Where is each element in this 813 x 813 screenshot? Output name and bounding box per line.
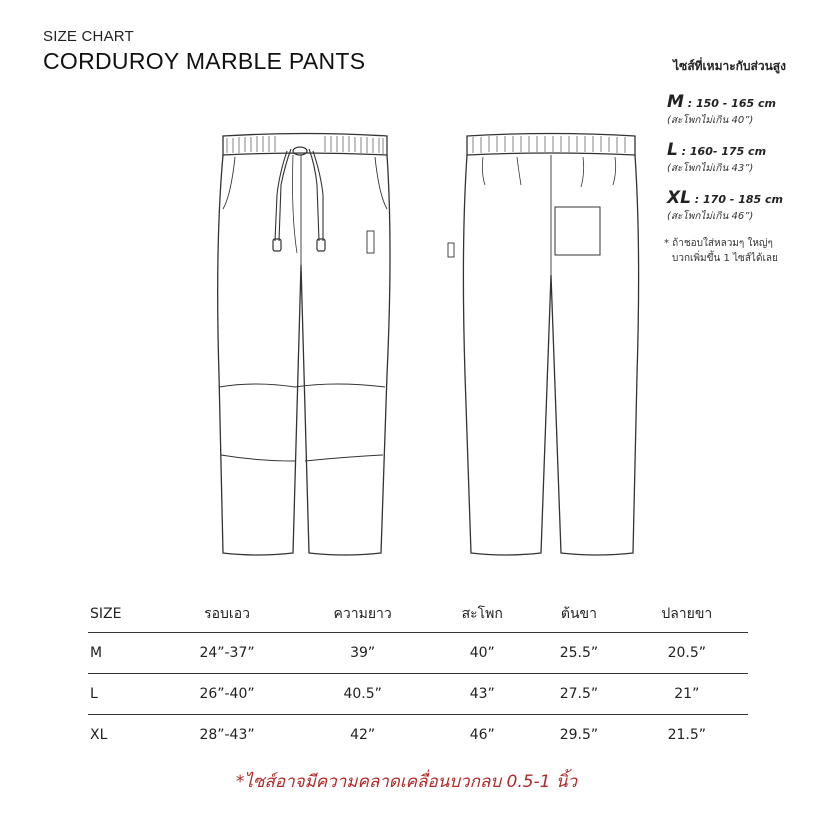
pants-technical-drawing xyxy=(205,125,645,560)
size-table xyxy=(88,596,748,755)
cell-size: M xyxy=(88,633,161,674)
cell-waist: 24”-37” xyxy=(161,633,293,674)
cell-length: 39” xyxy=(293,633,432,674)
cell-thigh: 29.5” xyxy=(559,727,599,743)
sizing-tip-line-2: บวกเพิ่มขึ้น 1 ไซส์ได้เลย xyxy=(672,253,778,264)
cell-hip: 40” xyxy=(432,633,532,674)
fit-size-label: XL xyxy=(667,188,691,208)
col-header-thigh: ต้นขา xyxy=(532,596,625,633)
pants-front-view xyxy=(218,134,390,556)
product-title: CORDUROY MARBLE PANTS xyxy=(43,48,366,74)
cell-waist: 28”-43” xyxy=(199,727,255,743)
fit-height-range: : 170 - 185 cm xyxy=(690,193,783,206)
fit-hip-note: (สะโพกไม่เกิน 40”) xyxy=(667,115,754,126)
sizing-tip xyxy=(620,236,805,266)
cell-leg-opening: 21” xyxy=(626,674,748,715)
fit-hip-note: (สะโพกไม่เกิน 43”) xyxy=(667,163,754,174)
size-chart-kicker: SIZE CHART xyxy=(43,28,134,45)
measurement-tolerance-note: *ไซส์อาจมีความคลาดเคลื่อนบวกลบ 0.5-1 นิ้ว xyxy=(235,772,578,792)
fit-size-m xyxy=(620,92,805,128)
table-header-row xyxy=(88,596,748,633)
fit-height-range: : 150 - 165 cm xyxy=(683,97,776,110)
cell-hip: 43” xyxy=(432,674,532,715)
cell-waist: 26”-40” xyxy=(161,674,293,715)
col-header-hip: สะโพก xyxy=(432,596,532,633)
cell-thigh: 25.5” xyxy=(532,633,625,674)
cell-leg-opening: 21.5” xyxy=(667,727,707,743)
col-header-size: SIZE xyxy=(88,596,161,633)
cell-length: 40.5” xyxy=(293,674,432,715)
cell-size: XL xyxy=(90,727,108,743)
fit-guide-heading: ไซส์ที่เหมาะกับส่วนสูง xyxy=(673,59,786,73)
fit-guide xyxy=(620,57,805,266)
pants-back-view xyxy=(448,134,639,556)
col-header-waist: รอบเอว xyxy=(161,596,293,633)
fit-hip-note: (สะโพกไม่เกิน 46”) xyxy=(667,211,754,222)
cell-length: 42” xyxy=(350,727,376,743)
cell-size: L xyxy=(88,674,161,715)
fit-size-label: L xyxy=(667,140,678,160)
cell-hip: 46” xyxy=(469,727,495,743)
fit-size-xl xyxy=(620,188,805,224)
col-header-length: ความยาว xyxy=(293,596,432,633)
table-row xyxy=(88,715,748,756)
table-row xyxy=(88,674,748,715)
table-row xyxy=(88,633,748,674)
fit-size-label: M xyxy=(667,92,684,112)
cell-leg-opening: 20.5” xyxy=(626,633,748,674)
col-header-leg-opening: ปลายขา xyxy=(626,596,748,633)
fit-size-l xyxy=(620,140,805,176)
fit-height-range: : 160- 175 cm xyxy=(677,145,767,158)
cell-thigh: 27.5” xyxy=(532,674,625,715)
sizing-tip-line-1: * ถ้าชอบใส่หลวมๆ ใหญ่ๆ xyxy=(664,238,773,249)
